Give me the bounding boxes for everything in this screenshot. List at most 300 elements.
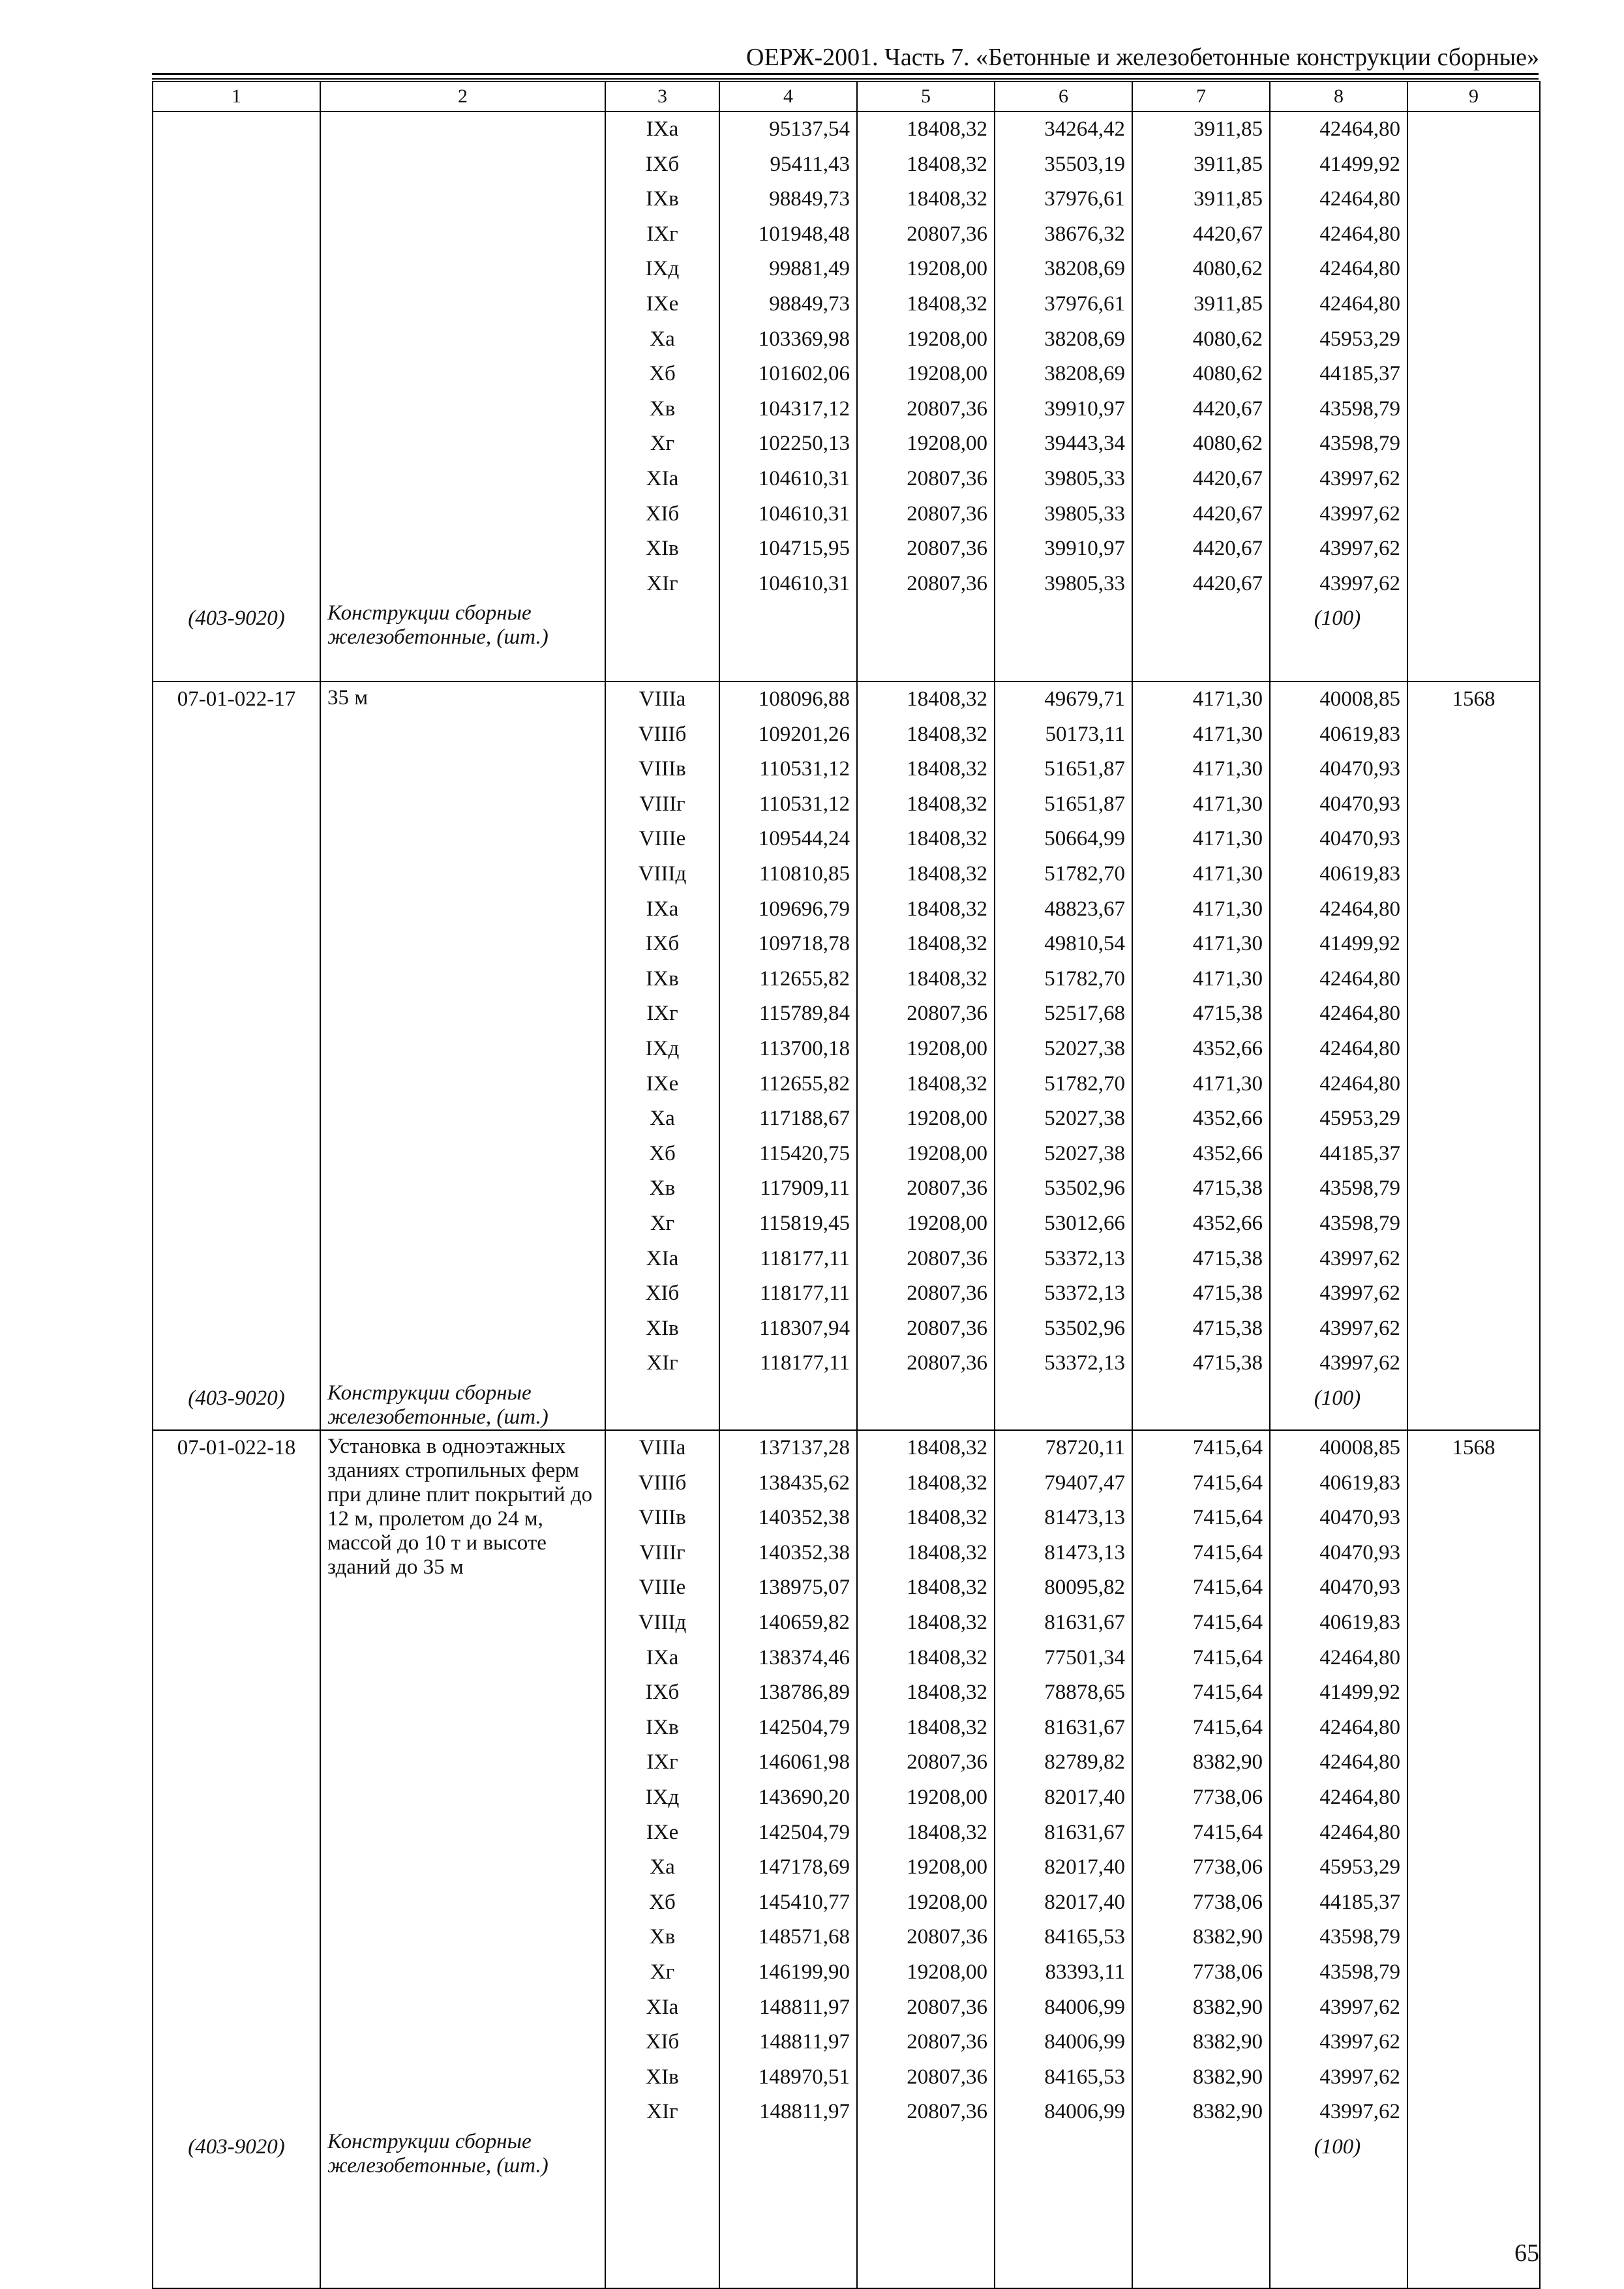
total-cost-cell bbox=[719, 1430, 857, 2288]
total-cost: 104610,31 bbox=[758, 571, 850, 595]
table-section-row bbox=[153, 1430, 1540, 2288]
zone-cell bbox=[605, 112, 719, 681]
zone-cell bbox=[605, 1430, 719, 2288]
machinist-wage: 3911,85 bbox=[1193, 187, 1263, 211]
total-cost: 142504,79 bbox=[758, 1715, 850, 1739]
machinist-wage: 4352,66 bbox=[1192, 1211, 1263, 1235]
total-cost: 102250,13 bbox=[758, 432, 850, 456]
machine-cost: 39910,97 bbox=[1044, 396, 1125, 421]
zone-label: VIIIа bbox=[639, 687, 686, 711]
wage-cell bbox=[857, 1430, 995, 2288]
machine-cost: 34264,42 bbox=[1044, 117, 1125, 141]
spacer bbox=[160, 112, 313, 601]
machinist-wage: 4420,67 bbox=[1192, 222, 1263, 246]
column-number: 5 bbox=[857, 82, 995, 112]
machine-cost: 51782,70 bbox=[1044, 861, 1125, 886]
wage-cost: 18408,32 bbox=[907, 966, 987, 991]
total-cost: 110531,12 bbox=[759, 792, 850, 816]
total-cost: 138374,46 bbox=[758, 1645, 850, 1669]
wage-cost: 19208,00 bbox=[907, 362, 987, 386]
material-cost: 42464,80 bbox=[1319, 1785, 1400, 1809]
wage-cost: 18408,32 bbox=[907, 932, 987, 956]
machinist-wage: 4171,30 bbox=[1192, 966, 1263, 991]
resource-code: (403-9020) bbox=[188, 606, 285, 631]
rates-table bbox=[152, 81, 1541, 2289]
total-cost: 109201,26 bbox=[758, 722, 850, 746]
machine-cost: 82789,82 bbox=[1044, 1750, 1125, 1774]
machinist-wage: 4715,38 bbox=[1192, 1281, 1263, 1306]
material-cost: 43997,62 bbox=[1319, 1246, 1400, 1270]
wage-cost: 20807,36 bbox=[907, 1316, 987, 1340]
wage-cost: 19208,00 bbox=[907, 1890, 987, 1914]
wage-cost: 20807,36 bbox=[907, 1246, 987, 1270]
material-cost: 42464,80 bbox=[1319, 966, 1400, 991]
material-cell bbox=[1270, 112, 1407, 681]
work-description: Установка в одноэтажных зданиях стропильных ферм при длине плит покрытий до 12 м, пролетом до 24 м, массой до 10 т и высоте зданий до 35 м bbox=[327, 1435, 593, 1579]
machine-cost: 51782,70 bbox=[1044, 1071, 1125, 1096]
total-cost: 104610,31 bbox=[758, 466, 850, 490]
machine-cost: 84006,99 bbox=[1044, 1995, 1125, 2019]
code-cell bbox=[153, 681, 320, 1430]
machinist-wage: 7415,64 bbox=[1192, 1506, 1263, 1530]
material-cell bbox=[1270, 1430, 1407, 2288]
labor-cell bbox=[1407, 112, 1540, 681]
machine-cost: 51651,87 bbox=[1044, 757, 1125, 781]
machine-cost: 51651,87 bbox=[1044, 792, 1125, 816]
rate-code: 07-01-022-17 bbox=[177, 687, 296, 711]
table-section-row bbox=[153, 681, 1540, 1430]
material-cost: 42464,80 bbox=[1319, 1820, 1400, 1844]
machine-cost: 84006,99 bbox=[1044, 2030, 1125, 2054]
wage-cost: 19208,00 bbox=[907, 1855, 987, 1879]
material-cost: 40619,83 bbox=[1319, 1471, 1400, 1495]
machinist-wage-cell bbox=[1132, 1430, 1270, 2288]
header-rule bbox=[152, 73, 1539, 75]
total-cost: 138786,89 bbox=[758, 1681, 850, 1705]
labor-value: 1568 bbox=[1452, 687, 1496, 711]
zone-label: IXе bbox=[646, 1820, 679, 1844]
spacer bbox=[160, 717, 313, 1381]
wage-cost: 18408,32 bbox=[907, 292, 987, 316]
description-cell bbox=[320, 681, 605, 1430]
total-cost: 137137,28 bbox=[758, 1436, 850, 1459]
machinist-wage: 4171,30 bbox=[1192, 722, 1263, 746]
wage-cost: 20807,36 bbox=[907, 501, 987, 526]
zone-label: XIб bbox=[645, 2030, 680, 2054]
wage-cell bbox=[857, 112, 995, 681]
material-cost: 43598,79 bbox=[1319, 396, 1400, 421]
wage-cost: 19208,00 bbox=[907, 257, 987, 281]
zone-label: XIб bbox=[645, 501, 680, 526]
machine-cost: 79407,47 bbox=[1044, 1471, 1125, 1495]
wage-cost: 20807,36 bbox=[907, 537, 987, 561]
material-cost: 42464,80 bbox=[1319, 257, 1400, 281]
total-cost: 103369,98 bbox=[758, 327, 850, 351]
column-number-row bbox=[153, 82, 1540, 112]
zone-label: IXв bbox=[646, 1715, 679, 1739]
material-cost: 43997,62 bbox=[1319, 1281, 1400, 1306]
material-cost: 40470,93 bbox=[1319, 827, 1400, 851]
resource-quantity: (100) bbox=[1314, 606, 1361, 631]
wage-cost: 19208,00 bbox=[907, 1960, 987, 1984]
machinist-wage: 4171,30 bbox=[1192, 792, 1263, 816]
wage-cost: 19208,00 bbox=[907, 327, 987, 351]
machinist-wage: 8382,90 bbox=[1192, 2030, 1263, 2054]
machine-cost: 39443,34 bbox=[1044, 432, 1125, 456]
machine-cost: 48823,67 bbox=[1044, 897, 1125, 921]
total-cost: 145410,77 bbox=[758, 1890, 850, 1914]
total-cost: 118177,11 bbox=[760, 1246, 850, 1270]
machinist-wage: 4715,38 bbox=[1192, 1176, 1263, 1201]
machinist-wage: 8382,90 bbox=[1192, 1995, 1263, 2019]
total-cost: 109718,78 bbox=[758, 932, 850, 956]
wage-cost: 18408,32 bbox=[907, 1820, 987, 1844]
material-cost: 42464,80 bbox=[1319, 1071, 1400, 1096]
machinist-wage: 7415,64 bbox=[1192, 1610, 1263, 1634]
total-cost: 115819,45 bbox=[759, 1211, 850, 1235]
total-cost: 104715,95 bbox=[758, 537, 850, 561]
resource-quantity: (100) bbox=[1314, 1386, 1361, 1410]
material-cost: 43997,62 bbox=[1319, 1316, 1400, 1340]
machinist-wage: 4715,38 bbox=[1192, 1316, 1263, 1340]
wage-cost: 20807,36 bbox=[907, 466, 987, 490]
material-cost: 41499,92 bbox=[1319, 1681, 1400, 1705]
machine-cost: 52517,68 bbox=[1044, 1002, 1125, 1026]
material-cost: 43997,62 bbox=[1319, 466, 1400, 490]
material-cost: 45953,29 bbox=[1319, 327, 1400, 351]
zone-label: VIIIе bbox=[639, 827, 686, 851]
total-cost: 109544,24 bbox=[758, 827, 850, 851]
wage-cost: 18408,32 bbox=[907, 1715, 987, 1739]
machinist-wage: 4420,67 bbox=[1192, 466, 1263, 490]
total-cost: 112655,82 bbox=[759, 966, 850, 991]
total-cost: 109696,79 bbox=[758, 897, 850, 921]
machine-cost: 84006,99 bbox=[1044, 2100, 1125, 2124]
material-cost: 45953,29 bbox=[1319, 1107, 1400, 1131]
total-cost: 115789,84 bbox=[759, 1002, 850, 1026]
wage-cost: 20807,36 bbox=[907, 1002, 987, 1026]
description-cell bbox=[320, 1430, 605, 2288]
zone-label: VIIIв bbox=[639, 757, 686, 781]
zone-label: IXд bbox=[645, 257, 680, 281]
machinist-wage: 4352,66 bbox=[1192, 1141, 1263, 1165]
zone-label: Xа bbox=[650, 1855, 675, 1879]
total-cost: 95411,43 bbox=[770, 152, 850, 176]
wage-cost: 18408,32 bbox=[907, 1471, 987, 1495]
resource-code: (403-9020) bbox=[188, 1386, 285, 1410]
machine-cost: 81631,67 bbox=[1044, 1820, 1125, 1844]
zone-label: Xв bbox=[649, 396, 676, 421]
machine-cost: 77501,34 bbox=[1044, 1645, 1125, 1669]
zone-label: IXб bbox=[645, 152, 680, 176]
machine-cost: 37976,61 bbox=[1044, 292, 1125, 316]
material-cost: 43997,62 bbox=[1319, 571, 1400, 595]
zone-label: XIб bbox=[645, 1281, 680, 1306]
zone-label: Xб bbox=[649, 1141, 676, 1165]
machinist-wage: 7415,64 bbox=[1192, 1681, 1263, 1705]
wage-cost: 20807,36 bbox=[907, 1925, 987, 1949]
material-cost: 44185,37 bbox=[1319, 1890, 1400, 1914]
machine-cost: 49679,71 bbox=[1044, 687, 1125, 711]
machine-cost: 53372,13 bbox=[1044, 1281, 1125, 1306]
resource-quantity: (100) bbox=[1314, 2134, 1361, 2159]
total-cost: 140352,38 bbox=[758, 1506, 850, 1530]
total-cost: 95137,54 bbox=[769, 117, 850, 141]
wage-cost: 20807,36 bbox=[907, 396, 987, 421]
resource-name: Конструкции сборные железобетонные, (шт.) bbox=[327, 2130, 549, 2177]
material-cost: 43997,62 bbox=[1319, 2065, 1400, 2089]
spacer bbox=[160, 1466, 313, 2130]
material-cost: 41499,92 bbox=[1319, 932, 1400, 956]
machine-cost: 84165,53 bbox=[1044, 2065, 1125, 2089]
total-cost: 110810,85 bbox=[759, 861, 850, 886]
zone-label: IXв bbox=[646, 187, 679, 211]
machinist-wage: 4715,38 bbox=[1192, 1002, 1263, 1026]
machinist-wage: 4420,67 bbox=[1192, 396, 1263, 421]
machine-cost: 78878,65 bbox=[1044, 1681, 1125, 1705]
material-cost: 43997,62 bbox=[1319, 1995, 1400, 2019]
machinist-wage: 8382,90 bbox=[1192, 1750, 1263, 1774]
material-cost: 42464,80 bbox=[1319, 1036, 1400, 1060]
total-cost-cell bbox=[719, 681, 857, 1430]
material-cost: 43598,79 bbox=[1319, 1211, 1400, 1235]
machine-cost: 52027,38 bbox=[1044, 1107, 1125, 1131]
total-cost: 148571,68 bbox=[758, 1925, 850, 1949]
machinist-wage: 4080,62 bbox=[1192, 257, 1263, 281]
machine-cost: 81473,13 bbox=[1044, 1540, 1125, 1564]
material-cost: 43997,62 bbox=[1319, 537, 1400, 561]
total-cost: 118177,11 bbox=[760, 1281, 850, 1306]
resource-name: Конструкции сборные железобетонные, (шт.) bbox=[327, 1381, 549, 1429]
total-cost: 113700,18 bbox=[759, 1036, 850, 1060]
machinist-wage: 3911,85 bbox=[1193, 292, 1263, 316]
machine-cost: 81631,67 bbox=[1044, 1715, 1125, 1739]
zone-label: Xг bbox=[650, 1211, 675, 1235]
column-number: 3 bbox=[605, 82, 719, 112]
labor-cell bbox=[1407, 1430, 1540, 2288]
total-cost: 140352,38 bbox=[758, 1540, 850, 1564]
total-cost: 108096,88 bbox=[758, 687, 850, 711]
material-cost: 43598,79 bbox=[1319, 1925, 1400, 1949]
machine-cost: 38208,69 bbox=[1044, 257, 1125, 281]
machine-cost: 84165,53 bbox=[1044, 1925, 1125, 1949]
wage-cost: 18408,32 bbox=[907, 792, 987, 816]
material-cost: 43598,79 bbox=[1319, 432, 1400, 456]
zone-label: XIв bbox=[646, 1316, 679, 1340]
work-description: 35 м bbox=[327, 686, 368, 710]
total-cost: 101948,48 bbox=[758, 222, 850, 246]
machine-cost: 53012,66 bbox=[1044, 1211, 1125, 1235]
zone-label: VIIIд bbox=[638, 861, 687, 886]
machine-cost: 35503,19 bbox=[1044, 152, 1125, 176]
machinist-wage: 7415,64 bbox=[1192, 1645, 1263, 1669]
material-cost: 43997,62 bbox=[1319, 2100, 1400, 2124]
zone-cell bbox=[605, 681, 719, 1430]
machine-cost: 49810,54 bbox=[1044, 932, 1125, 956]
total-cost: 98849,73 bbox=[769, 292, 850, 316]
zone-label: Xа bbox=[650, 1107, 675, 1131]
table-body bbox=[153, 82, 1540, 2288]
total-cost: 148811,97 bbox=[759, 2030, 850, 2054]
machinist-wage: 8382,90 bbox=[1192, 1925, 1263, 1949]
material-cost: 40008,85 bbox=[1319, 687, 1400, 711]
wage-cost: 18408,32 bbox=[907, 152, 987, 176]
machinist-wage: 7738,06 bbox=[1192, 1960, 1263, 1984]
machine-cost: 38208,69 bbox=[1044, 362, 1125, 386]
labor-cell bbox=[1407, 681, 1540, 1430]
wage-cost: 18408,32 bbox=[907, 897, 987, 921]
column-number: 9 bbox=[1407, 82, 1540, 112]
total-cost: 117909,11 bbox=[760, 1176, 850, 1201]
machinist-wage: 8382,90 bbox=[1192, 2065, 1263, 2089]
resource-code: (403-9020) bbox=[188, 2134, 285, 2159]
machinist-wage-cell bbox=[1132, 112, 1270, 681]
material-cost: 43997,62 bbox=[1319, 2030, 1400, 2054]
zone-label: IXа bbox=[646, 117, 679, 141]
page-header: ОЕРЖ-2001. Часть 7. «Бетонные и железобетонные конструкции сборные» bbox=[746, 44, 1539, 71]
total-cost: 138975,07 bbox=[758, 1576, 850, 1600]
machinist-wage: 4171,30 bbox=[1192, 932, 1263, 956]
material-cost: 44185,37 bbox=[1319, 1141, 1400, 1165]
total-cost: 118177,11 bbox=[760, 1351, 850, 1375]
total-cost: 115420,75 bbox=[759, 1141, 850, 1165]
machine-cost: 51782,70 bbox=[1044, 966, 1125, 991]
wage-cost: 20807,36 bbox=[907, 1750, 987, 1774]
material-cost: 42464,80 bbox=[1319, 897, 1400, 921]
material-cost: 40470,93 bbox=[1319, 1540, 1400, 1564]
total-cost: 146199,90 bbox=[758, 1960, 850, 1984]
machinist-wage: 4080,62 bbox=[1192, 362, 1263, 386]
zone-label: IXг bbox=[646, 1002, 678, 1026]
machinist-wage: 4171,30 bbox=[1192, 1071, 1263, 1096]
machine-cost: 82017,40 bbox=[1044, 1855, 1125, 1879]
wage-cost: 18408,32 bbox=[907, 1540, 987, 1564]
zone-label: VIIIг bbox=[639, 1540, 685, 1564]
header-rule-thin bbox=[152, 78, 1539, 80]
machinist-wage: 4352,66 bbox=[1192, 1036, 1263, 1060]
machine-cost: 82017,40 bbox=[1044, 1890, 1125, 1914]
zone-label: IXд bbox=[645, 1036, 680, 1060]
machinist-wage: 7738,06 bbox=[1192, 1785, 1263, 1809]
total-cost-cell bbox=[719, 112, 857, 681]
material-cost: 45953,29 bbox=[1319, 1855, 1400, 1879]
machine-cost: 52027,38 bbox=[1044, 1036, 1125, 1060]
material-cost: 43997,62 bbox=[1319, 501, 1400, 526]
total-cost: 99881,49 bbox=[769, 257, 850, 281]
machine-cost: 78720,11 bbox=[1045, 1436, 1125, 1459]
total-cost: 140659,82 bbox=[758, 1610, 850, 1634]
machinist-wage: 4171,30 bbox=[1192, 861, 1263, 886]
wage-cost: 20807,36 bbox=[907, 2030, 987, 2054]
material-cost: 40470,93 bbox=[1319, 757, 1400, 781]
zone-label: XIа bbox=[646, 466, 679, 490]
wage-cost: 19208,00 bbox=[907, 1036, 987, 1060]
total-cost: 148811,97 bbox=[759, 1995, 850, 2019]
column-number: 2 bbox=[320, 82, 605, 112]
wage-cost: 18408,32 bbox=[907, 687, 987, 711]
zone-label: IXв bbox=[646, 966, 679, 991]
wage-cost: 18408,32 bbox=[907, 1071, 987, 1096]
code-cell bbox=[153, 1430, 320, 2288]
wage-cost: 20807,36 bbox=[907, 2065, 987, 2089]
machinist-wage: 4715,38 bbox=[1192, 1351, 1263, 1375]
work-description bbox=[327, 112, 598, 601]
wage-cost: 18408,32 bbox=[907, 1645, 987, 1669]
machinist-wage: 4080,62 bbox=[1192, 327, 1263, 351]
zone-label: VIIIв bbox=[639, 1506, 686, 1530]
wage-cost: 18408,32 bbox=[907, 1610, 987, 1634]
machinist-wage: 3911,85 bbox=[1193, 117, 1263, 141]
zone-label: Xв bbox=[649, 1176, 676, 1201]
wage-cost: 18408,32 bbox=[907, 1436, 987, 1459]
labor-value: 1568 bbox=[1452, 1436, 1496, 1459]
wage-cost: 20807,36 bbox=[907, 1995, 987, 2019]
machine-cost: 38676,32 bbox=[1044, 222, 1125, 246]
wage-cost: 18408,32 bbox=[907, 757, 987, 781]
machinist-wage-cell bbox=[1132, 681, 1270, 1430]
wage-cost: 18408,32 bbox=[907, 861, 987, 886]
machine-cost: 53372,13 bbox=[1044, 1246, 1125, 1270]
zone-label: Xв bbox=[649, 1925, 676, 1949]
machine-cell bbox=[995, 681, 1132, 1430]
zone-label: XIв bbox=[646, 537, 679, 561]
wage-cost: 19208,00 bbox=[907, 1107, 987, 1131]
material-cost: 40008,85 bbox=[1319, 1436, 1400, 1459]
zone-label: IXа bbox=[646, 897, 679, 921]
description-cell bbox=[320, 112, 605, 681]
zone-label: XIа bbox=[646, 1246, 679, 1270]
column-number: 6 bbox=[995, 82, 1132, 112]
material-cost: 40619,83 bbox=[1319, 861, 1400, 886]
machinist-wage: 4171,30 bbox=[1192, 897, 1263, 921]
machinist-wage: 4080,62 bbox=[1192, 432, 1263, 456]
material-cost: 40470,93 bbox=[1319, 1576, 1400, 1600]
material-cost: 42464,80 bbox=[1319, 1645, 1400, 1669]
machine-cost: 81631,67 bbox=[1044, 1610, 1125, 1634]
material-cost: 44185,37 bbox=[1319, 362, 1400, 386]
machine-cell bbox=[995, 1430, 1132, 2288]
machine-cost: 39805,33 bbox=[1044, 466, 1125, 490]
total-cost: 138435,62 bbox=[758, 1471, 850, 1495]
machine-cost: 50664,99 bbox=[1044, 827, 1125, 851]
column-number: 4 bbox=[719, 82, 857, 112]
wage-cell bbox=[857, 681, 995, 1430]
zone-label: IXг bbox=[646, 1750, 678, 1774]
wage-cost: 18408,32 bbox=[907, 187, 987, 211]
zone-label: Xг bbox=[650, 432, 675, 456]
machinist-wage: 4420,67 bbox=[1192, 501, 1263, 526]
wage-cost: 18408,32 bbox=[907, 827, 987, 851]
wage-cost: 20807,36 bbox=[907, 1281, 987, 1306]
zone-label: XIг bbox=[646, 2100, 678, 2124]
machinist-wage: 7415,64 bbox=[1192, 1471, 1263, 1495]
total-cost: 148970,51 bbox=[758, 2065, 850, 2089]
zone-label: VIIIе bbox=[639, 1576, 686, 1600]
material-cost: 40470,93 bbox=[1319, 1506, 1400, 1530]
wage-cost: 19208,00 bbox=[907, 1141, 987, 1165]
total-cost: 146061,98 bbox=[758, 1750, 850, 1774]
machine-cost: 53372,13 bbox=[1044, 1351, 1125, 1375]
wage-cost: 19208,00 bbox=[907, 1211, 987, 1235]
material-cost: 42464,80 bbox=[1319, 1715, 1400, 1739]
wage-cost: 19208,00 bbox=[907, 1785, 987, 1809]
zone-label: VIIIд bbox=[638, 1610, 687, 1634]
material-cost: 42464,80 bbox=[1319, 222, 1400, 246]
zone-label: IXа bbox=[646, 1645, 679, 1669]
wage-cost: 20807,36 bbox=[907, 222, 987, 246]
rate-code: 07-01-022-18 bbox=[177, 1436, 296, 1459]
total-cost: 104610,31 bbox=[758, 501, 850, 526]
